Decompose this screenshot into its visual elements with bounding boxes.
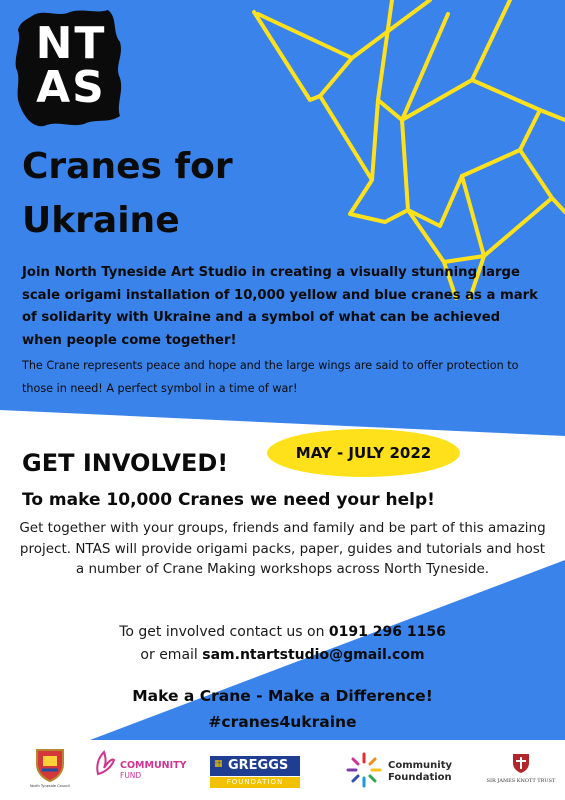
- sponsor-sir-james-knott-trust: [486, 742, 556, 800]
- sponsor-community-foundation: [344, 742, 464, 800]
- intro-text: The Crane represents peace and hope and the large wings are said to offer protection to those in need! A perfect symbol in a time of war!: [22, 359, 519, 395]
- sponsor-greggs-foundation: [210, 742, 306, 800]
- knott-trust-label: SIR JAMES KNOTT TRUST: [486, 778, 556, 784]
- help-heading: To make 10,000 Cranes we need your help!: [22, 490, 435, 510]
- flower-burst-icon: [344, 750, 384, 790]
- logo-line-2: AS: [36, 62, 106, 113]
- council-label: North Tyneside Council: [29, 784, 71, 788]
- sponsor-community-fund: [92, 742, 187, 800]
- email-line: [14, 644, 551, 667]
- sponsor-north-tyneside-council: [20, 742, 80, 800]
- date-badge: [267, 429, 460, 477]
- involved-paragraph: Get together with your groups, friends and family and be part of this amazing project. NTAS will provide origami packs, paper, guides and tutorials and host a number of Crane Making workshops across North Tyneside.: [19, 520, 546, 577]
- council-crest-icon: [33, 746, 67, 782]
- phone-number[interactable]: 0191 296 1156: [328, 624, 446, 640]
- greggs-foundation-label: FOUNDATION: [226, 778, 284, 786]
- phone-line: [14, 621, 551, 644]
- email-prefix: or email: [140, 646, 198, 663]
- intro-bold-text: Join North Tyneside Art Studio in creating a visually stunning large scale origami installation of 10,000 yellow and blue cranes as a mark of solidarity with Ukraine and a symbol of what can be achieved when people come together!: [22, 265, 538, 348]
- logo-line-1: NT: [35, 18, 107, 69]
- greggs-logo-icon: ▦: [214, 759, 223, 769]
- title-line-1: Cranes for: [22, 146, 233, 187]
- slogan-block: [14, 683, 551, 735]
- phone-prefix: To get involved contact us on: [119, 624, 325, 640]
- community-fund-label-bottom: FUND: [120, 771, 142, 780]
- community-fund-label-top: COMMUNITY: [120, 760, 187, 771]
- ntas-logo: [26, 18, 116, 113]
- foundation-strip: [210, 777, 300, 788]
- get-involved-heading: GET INVOLVED!: [22, 449, 229, 477]
- slogan-line: Make a Crane - Make a Difference!: [132, 687, 433, 705]
- email-address[interactable]: sam.ntartstudio@gmail.com: [202, 646, 425, 663]
- sponsor-footer: [0, 742, 565, 800]
- hashtag: #cranes4ukraine: [208, 713, 357, 731]
- lottery-crossed-fingers-icon: [92, 748, 118, 778]
- greggs-logo-box: [210, 756, 300, 776]
- date-badge-label: MAY - JULY 2022: [295, 444, 432, 462]
- page-title: [22, 140, 233, 248]
- greggs-label: GREGGS: [228, 758, 289, 773]
- trust-shield-icon: [511, 752, 531, 774]
- community-foundation-label-bottom: Foundation: [388, 772, 452, 783]
- contact-block: [14, 621, 551, 666]
- title-line-2: Ukraine: [22, 200, 180, 241]
- community-foundation-label-top: Community: [388, 760, 453, 771]
